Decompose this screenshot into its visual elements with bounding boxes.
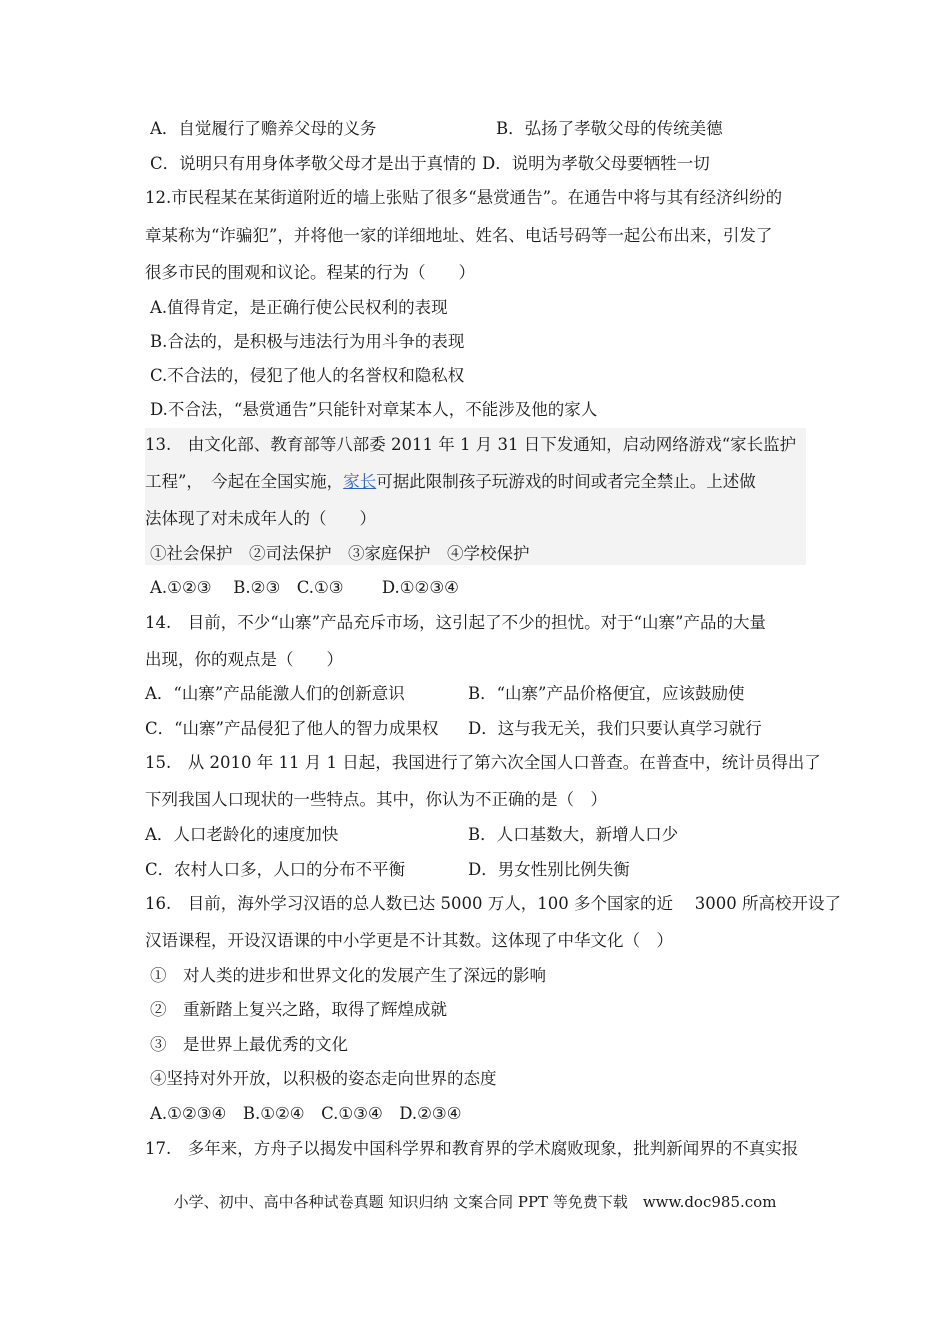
q16-item-2: ② 重新踏上复兴之路，取得了辉煌成就 xyxy=(150,1000,447,1019)
q13-options: A.①②③ B.②③ C.①③ D.①②③④ xyxy=(150,578,459,597)
q13-stem-line2-post: 可据此限制孩子玩游戏的时间或者完全禁止。上述做 xyxy=(376,472,756,491)
q12-option-b: B.合法的，是积极与违法行为用斗争的表现 xyxy=(150,332,465,351)
q16-item-1: ① 对人类的进步和世界文化的发展产生了深远的影响 xyxy=(150,966,546,985)
q14-stem-line1: 14. 目前，不少“山寨”产品充斥市场，这引起了不少的担忧。对于“山寨”产品的大量 xyxy=(145,613,766,632)
q12-stem-line3: 很多市民的围观和议论。程某的行为（ ） xyxy=(145,263,475,282)
q13-stem-line2 xyxy=(145,470,810,494)
q15-option-d: D．男女性别比例失衡 xyxy=(468,860,630,879)
q11-option-a: A．自觉履行了赡养父母的义务 xyxy=(150,119,377,138)
q11-option-d: D．说明为孝敬父母要牺牲一切 xyxy=(482,154,710,173)
q15-stem-line1: 15. 从 2010 年 11 月 1 日起，我国进行了第六次全国人口普查。在普查中，统计员得出了 xyxy=(145,753,821,772)
q17-stem-line1: 17. 多年来，方舟子以揭发中国科学界和教育界的学术腐败现象，批判新闻界的不真实报 xyxy=(145,1139,799,1158)
q14-option-a: A．“山寨”产品能激人们的创新意识 xyxy=(145,684,405,703)
q11-option-c: C．说明只有用身体孝敬父母才是出于真情的 xyxy=(150,154,477,173)
q14-stem-line2: 出现，你的观点是（ ） xyxy=(145,650,343,669)
q15-option-c: C．农村人口多，人口的分布不平衡 xyxy=(145,860,406,879)
q13-items: ①社会保护 ②司法保护 ③家庭保护 ④学校保护 xyxy=(150,544,530,563)
q15-stem-line2: 下列我国人口现状的一些特点。其中，你认为不正确的是（ ） xyxy=(145,790,607,809)
q16-item-4: ④坚持对外开放，以积极的姿态走向世界的态度 xyxy=(150,1069,497,1088)
page-footer: 小学、初中、高中各种试卷真题 知识归纳 文案合同 PPT 等免费下载 www.doc985.com xyxy=(173,1193,777,1211)
q12-option-c: C.不合法的，侵犯了他人的名誉权和隐私权 xyxy=(150,366,465,385)
q14-option-b: B．“山寨”产品价格便宜，应该鼓励使 xyxy=(468,684,745,703)
q11-option-b: B．弘扬了孝敬父母的传统美德 xyxy=(496,119,723,138)
q15-option-b: B．人口基数大，新增人口少 xyxy=(468,825,679,844)
q12-stem-line1: 12.市民程某在某街道附近的墙上张贴了很多“悬赏通告”。在通告中将与其有经济纠纷的 xyxy=(145,188,783,207)
q14-option-d: D．这与我无关，我们只要认真学习就行 xyxy=(468,719,762,738)
q13-stem-line2-pre: 工程”， 今起在全国实施， xyxy=(145,472,344,491)
q16-stem-line2: 汉语课程，开设汉语课的中小学更是不计其数。这体现了中华文化（ ） xyxy=(145,931,673,950)
q13-stem-line3: 法体现了对未成年人的（ ） xyxy=(145,509,376,528)
q12-stem-line2: 章某称为“诈骗犯”，并将他一家的详细地址、姓名、电话号码等一起公布出来，引发了 xyxy=(145,226,773,245)
q13-stem-line1: 13. 由文化部、教育部等八部委 2011 年 1 月 31 日下发通知，启动网络游戏“家长监护 xyxy=(145,435,797,454)
parent-link[interactable]: 家长 xyxy=(343,472,377,491)
q16-item-3: ③ 是世界上最优秀的文化 xyxy=(150,1035,348,1054)
q14-option-c: C．“山寨”产品侵犯了他人的智力成果权 xyxy=(145,719,439,738)
q16-options: A.①②③④ B.①②④ C.①③④ D.②③④ xyxy=(150,1104,462,1123)
q15-option-a: A．人口老龄化的速度加快 xyxy=(145,825,339,844)
q12-option-d: D.不合法，“悬赏通告”只能针对章某本人，不能涉及他的家人 xyxy=(150,400,598,419)
q12-option-a: A.值得肯定，是正确行使公民权利的表现 xyxy=(150,298,448,317)
q16-stem-line1: 16. 目前，海外学习汉语的总人数已达 5000 万人，100 多个国家的近 3000 所高校开设了 xyxy=(145,894,841,913)
